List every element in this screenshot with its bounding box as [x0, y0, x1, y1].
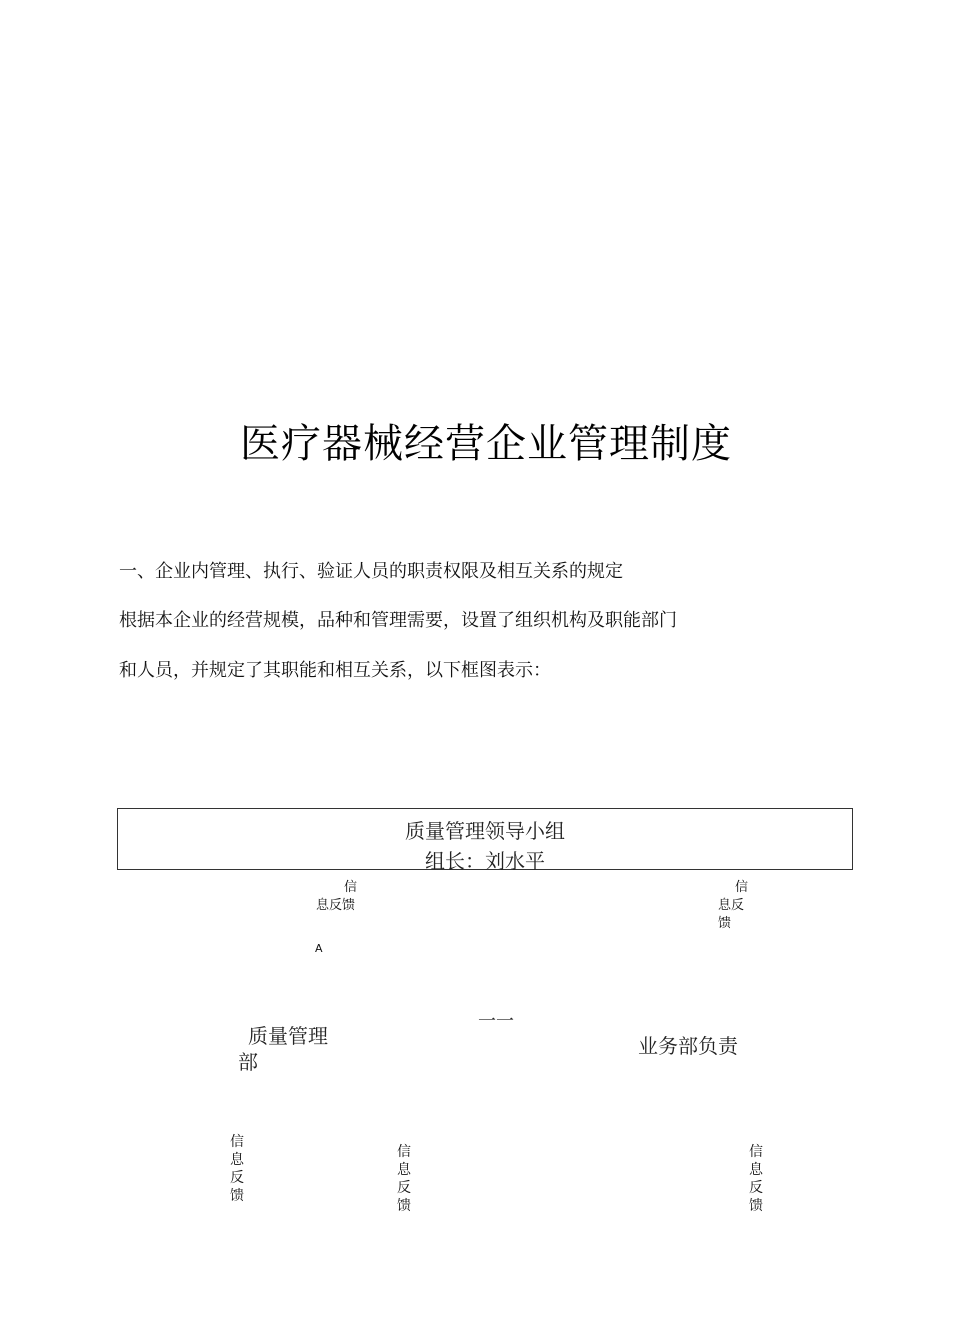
center-connector-mark: 一一 — [478, 1011, 514, 1032]
feedback-label-left-top: 信 — [344, 880, 358, 895]
section-heading: 一、企业内管理、执行、验证人员的职责权限及相互关系的规定 — [119, 561, 623, 582]
arrow-mark: A — [315, 942, 323, 955]
bottom-feedback-label-1: 信息反馈 — [230, 1134, 244, 1204]
feedback-label-left-bottom: 息反馈 — [316, 898, 356, 913]
feedback-label-right-3: 馈 — [718, 916, 732, 931]
quality-dept-label-line1: 质量管理 — [248, 1024, 328, 1048]
bottom-feedback-label-2: 信息反馈 — [397, 1144, 411, 1214]
document-title: 医疗器械经营企业管理制度 — [240, 421, 732, 467]
bottom-feedback-label-3: 信息反馈 — [749, 1144, 763, 1214]
leader-group-box — [117, 808, 853, 873]
leader-group-head: 组长：刘水平 — [425, 849, 545, 873]
business-dept-label: 业务部负责 — [638, 1034, 738, 1058]
leader-group-name: 质量管理领导小组 — [405, 819, 565, 843]
paragraph-line-2: 和人员，并规定了其职能和相互关系，以下框图表示： — [119, 660, 551, 681]
feedback-label-right-1: 信 — [735, 880, 749, 895]
quality-dept-label-line2: 部 — [238, 1050, 258, 1074]
paragraph-line-1: 根据本企业的经营规模，品种和管理需要，设置了组织机构及职能部门 — [119, 610, 677, 631]
feedback-label-right-2: 息反 — [718, 898, 745, 913]
